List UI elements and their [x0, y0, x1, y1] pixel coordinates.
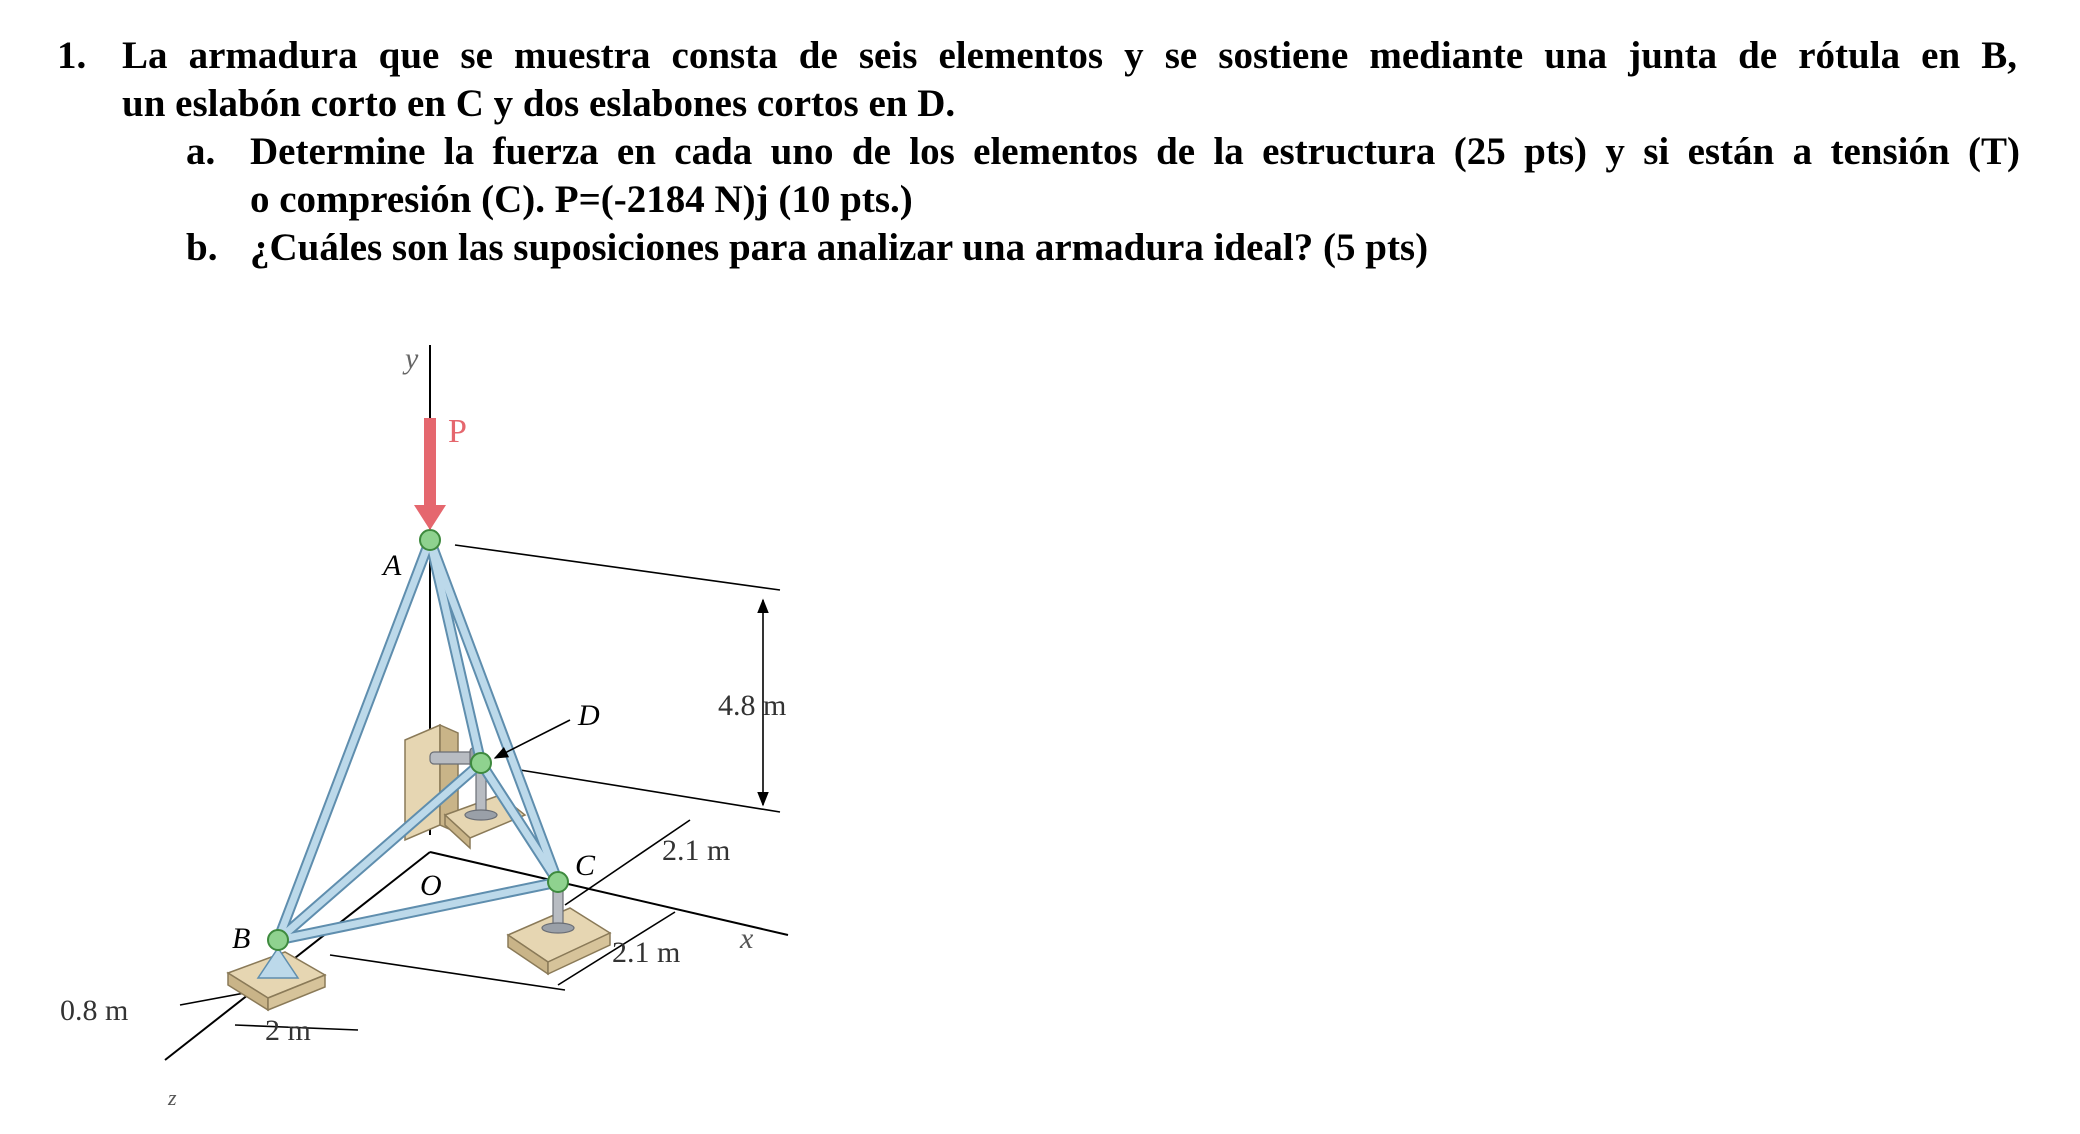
- dim-offset-b-label: 0.8 m: [60, 994, 129, 1027]
- extension-line-a: [455, 545, 780, 590]
- truss-figure: [0, 320, 900, 1134]
- dim-height-label: 4.8 m: [718, 689, 787, 722]
- item-a-line-1: Determine la fuerza en cada uno de los elementos de la estructura (25 pts) y si están a tensión (T): [250, 130, 2020, 173]
- coordinate-axes: [165, 345, 788, 1060]
- dim-depth-c-label: 2.1 m: [612, 936, 681, 969]
- dim-width-b-label: 2 m: [265, 1014, 311, 1047]
- joint-d: [471, 753, 491, 773]
- label-y-axis: y: [405, 342, 419, 375]
- statement-line-1: La armadura que se muestra consta de seis elementos y se sostiene mediante una junta de rótula en B,: [122, 34, 2017, 77]
- joint-b: [268, 930, 288, 950]
- label-origin: O: [420, 869, 442, 902]
- figure-labels: [60, 342, 786, 1110]
- label-z-axis: z: [168, 1085, 177, 1110]
- label-joint-a: A: [383, 549, 402, 582]
- item-a-line-2: o compresión (C). P=(-2184 N)j (10 pts.): [250, 178, 913, 221]
- extension-line-d: [520, 770, 780, 812]
- dim-depth-d-label: 2.1 m: [662, 834, 731, 867]
- support-c: [508, 888, 610, 974]
- problem-number: 1.: [57, 34, 87, 77]
- label-joint-c: C: [575, 849, 596, 882]
- support-b: [228, 948, 325, 1010]
- statement-line-2: un eslabón corto en C y dos eslabones cortos en D.: [122, 82, 956, 125]
- label-load-p: P: [448, 413, 467, 450]
- item-a-marker: a.: [186, 130, 216, 173]
- label-x-axis: x: [740, 922, 754, 955]
- joint-a: [420, 530, 440, 550]
- joint-c: [548, 872, 568, 892]
- member-ac: [430, 540, 558, 882]
- item-b-marker: b.: [186, 226, 218, 269]
- label-joint-d: D: [578, 699, 600, 732]
- label-joint-b: B: [232, 922, 251, 955]
- load-arrow: [414, 418, 446, 530]
- item-b-line-1: ¿Cuáles son las suposiciones para analizar una armadura ideal? (5 pts): [250, 226, 1429, 269]
